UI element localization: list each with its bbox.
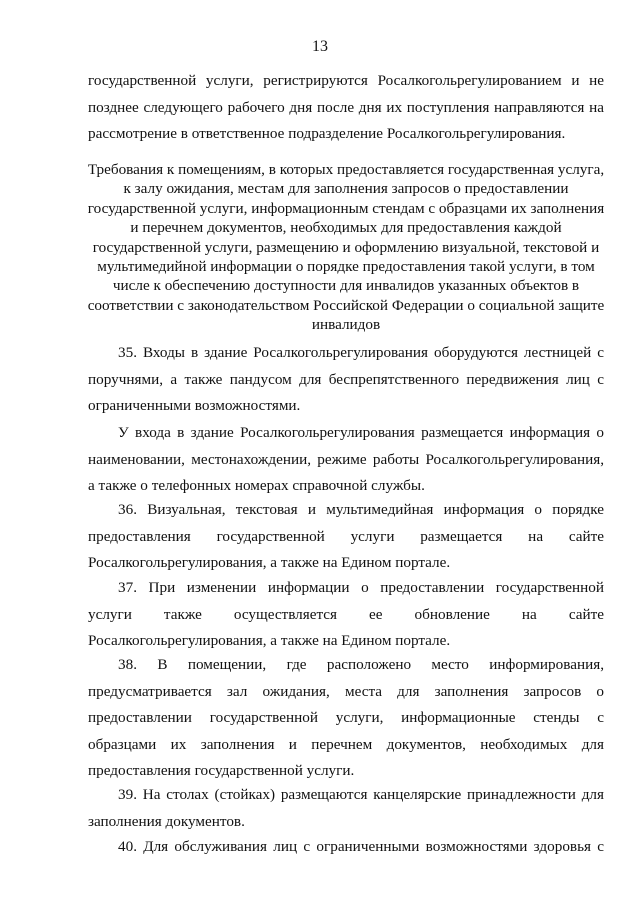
- paragraph-block: [88, 340, 604, 420]
- paragraph-36: 36. Визуальная, текстовая и мультимедийная информация о порядке предоставления государственной услуги размещается на сайте Росалкогольрегулирования, а также на Едином портале.: [88, 501, 604, 572]
- paragraph-block: [88, 575, 604, 655]
- heading-line: числе к обеспечению доступности для инвалидов указанных объектов в: [112, 277, 580, 295]
- section-heading: [86, 160, 606, 335]
- heading-line: инвалидов: [311, 316, 381, 334]
- heading-line: государственной услуги, информационным стендам с образцами их заполнения: [87, 199, 605, 217]
- paragraph-block: [88, 497, 604, 577]
- paragraph-38: 38. В помещении, где расположено место информирования, предусматривается зал ожидания, места для заполнения запросов о предоставлении государственной услуги, информационные стенды с образцами их заполнения и перечнем документов, необходимых для предоставления государственной услуги.: [88, 656, 604, 780]
- heading-line: Требования к помещениям, в которых предоставляется государственная услуга,: [87, 161, 605, 178]
- paragraph-40: 40. Для обслуживания лиц с ограниченными возможностями здоровья с: [118, 838, 604, 855]
- paragraph-block: [88, 782, 604, 835]
- heading-line: государственной услуги, размещению и оформлению визуальной, текстовой и: [92, 238, 600, 256]
- paragraph-entrance-info: У входа в здание Росалкогольрегулирования размещается информация о наименовании, местонахождении, режиме работы Росалкогольрегулирования, а также о телефонных номерах справочной службы.: [88, 424, 604, 495]
- paragraph-39: 39. На столах (стойках) размещаются канцелярские принадлежности для заполнения документов.: [88, 786, 604, 830]
- intro-paragraph: государственной услуги, регистрируются Росалкогольрегулированием и не позднее следующего рабочего дня после дня их поступления направляются на рассмотрение в ответственное подразделение Росалкогольрегулирования.: [88, 72, 604, 143]
- heading-line: мультимедийной информации о порядке предоставления такой услуги, в том: [97, 258, 595, 276]
- paragraph-35: 35. Входы в здание Росалкогольрегулирования оборудуются лестницей с поручнями, а также пандусом для беспрепятственного передвижения лиц с ограниченными возможностями.: [88, 344, 604, 415]
- heading-line: и перечнем документов, необходимых для предоставления каждой: [130, 219, 562, 237]
- page-number: 13: [312, 38, 328, 55]
- paragraph-block: [88, 652, 604, 785]
- heading-line: соответствии с законодательством Российской Федерации о социальной защите: [87, 296, 605, 314]
- paragraph-block: [88, 834, 604, 861]
- heading-line: к залу ожидания, местам для заполнения запросов о предоставлении: [123, 180, 569, 198]
- paragraph-block: [88, 420, 604, 500]
- intro-block: [88, 68, 604, 148]
- paragraph-37: 37. При изменении информации о предоставлении государственной услуги также осуществляется ее обновление на сайте Росалкогольрегулирования, а также на Едином портале.: [88, 579, 604, 650]
